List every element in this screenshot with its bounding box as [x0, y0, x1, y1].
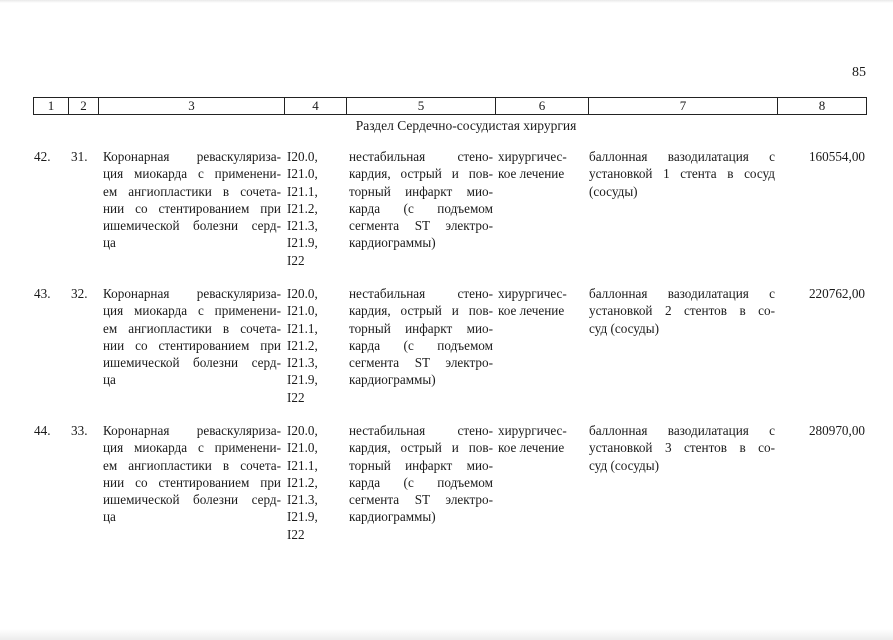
icd-codes-line: I21.3,: [287, 355, 318, 371]
column-number-header: [33, 97, 867, 115]
patient-model-diagnosis-line: кардия, острый и пов-: [349, 166, 493, 182]
care-type-description-line: ем ангиопластики в сочета-: [103, 457, 281, 473]
patient-model-diagnosis: [349, 285, 493, 389]
treatment-method: [589, 422, 775, 474]
icd-codes-line: I22: [287, 252, 305, 268]
patient-model-diagnosis-line: карда (с подъемом: [349, 474, 493, 490]
subsection-number: 31.: [71, 149, 88, 164]
treatment-method-line: установкой 2 стентов в со-: [589, 303, 775, 319]
care-type-description-line: ца: [103, 372, 116, 388]
icd-codes: [287, 285, 343, 406]
patient-model-diagnosis-line: сегмента ST электро-: [349, 218, 493, 234]
icd-codes: [287, 422, 343, 543]
care-type-description-line: ем ангиопластики в сочета-: [103, 320, 281, 336]
header-col-5: 5: [347, 98, 496, 115]
patient-model-diagnosis-line: сегмента ST электро-: [349, 355, 493, 371]
care-type-description-line: ишемической болезни серд-: [103, 492, 281, 508]
scan-bottom-edge: [0, 629, 893, 640]
treatment-type: [498, 285, 580, 320]
icd-codes: [287, 148, 343, 269]
icd-codes-line: I21.9,: [287, 372, 318, 388]
scan-top-edge: [0, 0, 893, 3]
icd-codes-line: I21.2,: [287, 337, 318, 353]
section-title: Раздел Сердечно-сосудистая хирургия: [355, 118, 577, 133]
treatment-method-line: суд (сосуды): [589, 320, 660, 336]
care-type-description-line: Коронарная реваскуляриза-: [103, 286, 281, 301]
treatment-method: [589, 148, 775, 200]
header-col-4: 4: [285, 98, 347, 115]
patient-model-diagnosis: [349, 422, 493, 526]
patient-model-diagnosis: [349, 148, 493, 252]
care-type-description-line: Коронарная реваскуляриза-: [103, 149, 281, 164]
care-type-description-line: Коронарная реваскуляриза-: [103, 423, 281, 438]
treatment-method-line: баллонная вазодилатация с: [589, 286, 775, 301]
care-type-description-line: ем ангиопластики в сочета-: [103, 183, 281, 199]
care-type-description-line: ишемической болезни серд-: [103, 355, 281, 371]
treatment-type-line: хирургичес-: [498, 286, 567, 301]
patient-model-diagnosis-line: кардиограммы): [349, 372, 436, 388]
icd-codes-line: I21.1,: [287, 183, 318, 199]
icd-codes-line: I21.2,: [287, 474, 318, 490]
icd-codes-line: I20.0,: [287, 423, 318, 438]
care-type-description-line: ца: [103, 509, 116, 525]
table-row: [0, 422, 893, 552]
treatment-method-line: баллонная вазодилатация с: [589, 423, 775, 438]
header-col-2: 2: [69, 98, 99, 115]
icd-codes-line: I20.0,: [287, 149, 318, 164]
table-row: [0, 148, 893, 278]
treatment-method-line: баллонная вазодилатация с: [589, 149, 775, 164]
patient-model-diagnosis-line: нестабильная стено-: [349, 286, 493, 301]
patient-model-diagnosis-line: нестабильная стено-: [349, 423, 493, 438]
icd-codes-line: I21.2,: [287, 200, 318, 216]
patient-model-diagnosis-line: нестабильная стено-: [349, 149, 493, 164]
cost-value: 280970,00: [808, 423, 865, 438]
patient-model-diagnosis-line: торный инфаркт мио-: [349, 183, 493, 199]
treatment-type-line: кое лечение: [498, 303, 565, 319]
icd-codes-line: I21.0,: [287, 303, 318, 319]
care-type-description-line: нии со стентированием при: [103, 200, 281, 216]
subsection-number: 32.: [71, 286, 88, 301]
treatment-type-line: кое лечение: [498, 440, 565, 456]
table-row: [0, 285, 893, 415]
care-type-description-line: ишемической болезни серд-: [103, 218, 281, 234]
patient-model-diagnosis-line: кардия, острый и пов-: [349, 440, 493, 456]
care-type-description-line: нии со стентированием при: [103, 337, 281, 353]
patient-model-diagnosis-line: карда (с подъемом: [349, 200, 493, 216]
patient-model-diagnosis-line: торный инфаркт мио-: [349, 457, 493, 473]
icd-codes-line: I21.3,: [287, 492, 318, 508]
icd-codes-line: I22: [287, 526, 305, 542]
treatment-method-line: установкой 3 стентов в со-: [589, 440, 775, 456]
header-col-6: 6: [496, 98, 589, 115]
care-type-description-line: нии со стентированием при: [103, 474, 281, 490]
treatment-type-line: кое лечение: [498, 166, 565, 182]
icd-codes-line: I21.1,: [287, 457, 318, 473]
patient-model-diagnosis-line: карда (с подъемом: [349, 337, 493, 353]
icd-codes-line: I21.3,: [287, 218, 318, 234]
care-type-description-line: ция миокарда с применени-: [103, 303, 281, 319]
subsection-number: 33.: [71, 423, 88, 438]
row-number: 42.: [34, 149, 51, 164]
header-col-3: 3: [99, 98, 285, 115]
icd-codes-line: I21.0,: [287, 166, 318, 182]
icd-codes-line: I21.0,: [287, 440, 318, 456]
cost-value: 160554,00: [808, 149, 865, 164]
treatment-type: [498, 148, 580, 183]
patient-model-diagnosis-line: кардиограммы): [349, 235, 436, 251]
row-number: 44.: [34, 423, 51, 438]
care-type-description-line: ция миокарда с применени-: [103, 166, 281, 182]
patient-model-diagnosis-line: торный инфаркт мио-: [349, 320, 493, 336]
treatment-type-line: хирургичес-: [498, 149, 567, 164]
care-type-description-line: ца: [103, 235, 116, 251]
treatment-method-line: (сосуды): [589, 183, 638, 199]
care-type-description: [103, 422, 281, 526]
row-number: 43.: [34, 286, 51, 301]
treatment-method: [589, 285, 775, 337]
icd-codes-line: I21.9,: [287, 235, 318, 251]
patient-model-diagnosis-line: кардия, острый и пов-: [349, 303, 493, 319]
header-col-8: 8: [778, 98, 867, 115]
icd-codes-line: I20.0,: [287, 286, 318, 301]
icd-codes-line: I21.1,: [287, 320, 318, 336]
treatment-method-line: установкой 1 стента в сосуд: [589, 166, 775, 182]
page-number: 85: [852, 65, 866, 80]
care-type-description-line: ция миокарда с применени-: [103, 440, 281, 456]
patient-model-diagnosis-line: сегмента ST электро-: [349, 492, 493, 508]
icd-codes-line: I22: [287, 389, 305, 405]
treatment-method-line: суд (сосуды): [589, 457, 660, 473]
icd-codes-line: I21.9,: [287, 509, 318, 525]
care-type-description: [103, 148, 281, 252]
treatment-type: [498, 422, 580, 457]
cost-value: 220762,00: [808, 286, 865, 301]
header-col-7: 7: [589, 98, 778, 115]
treatment-type-line: хирургичес-: [498, 423, 567, 438]
header-col-1: 1: [34, 98, 69, 115]
care-type-description: [103, 285, 281, 389]
patient-model-diagnosis-line: кардиограммы): [349, 509, 436, 525]
